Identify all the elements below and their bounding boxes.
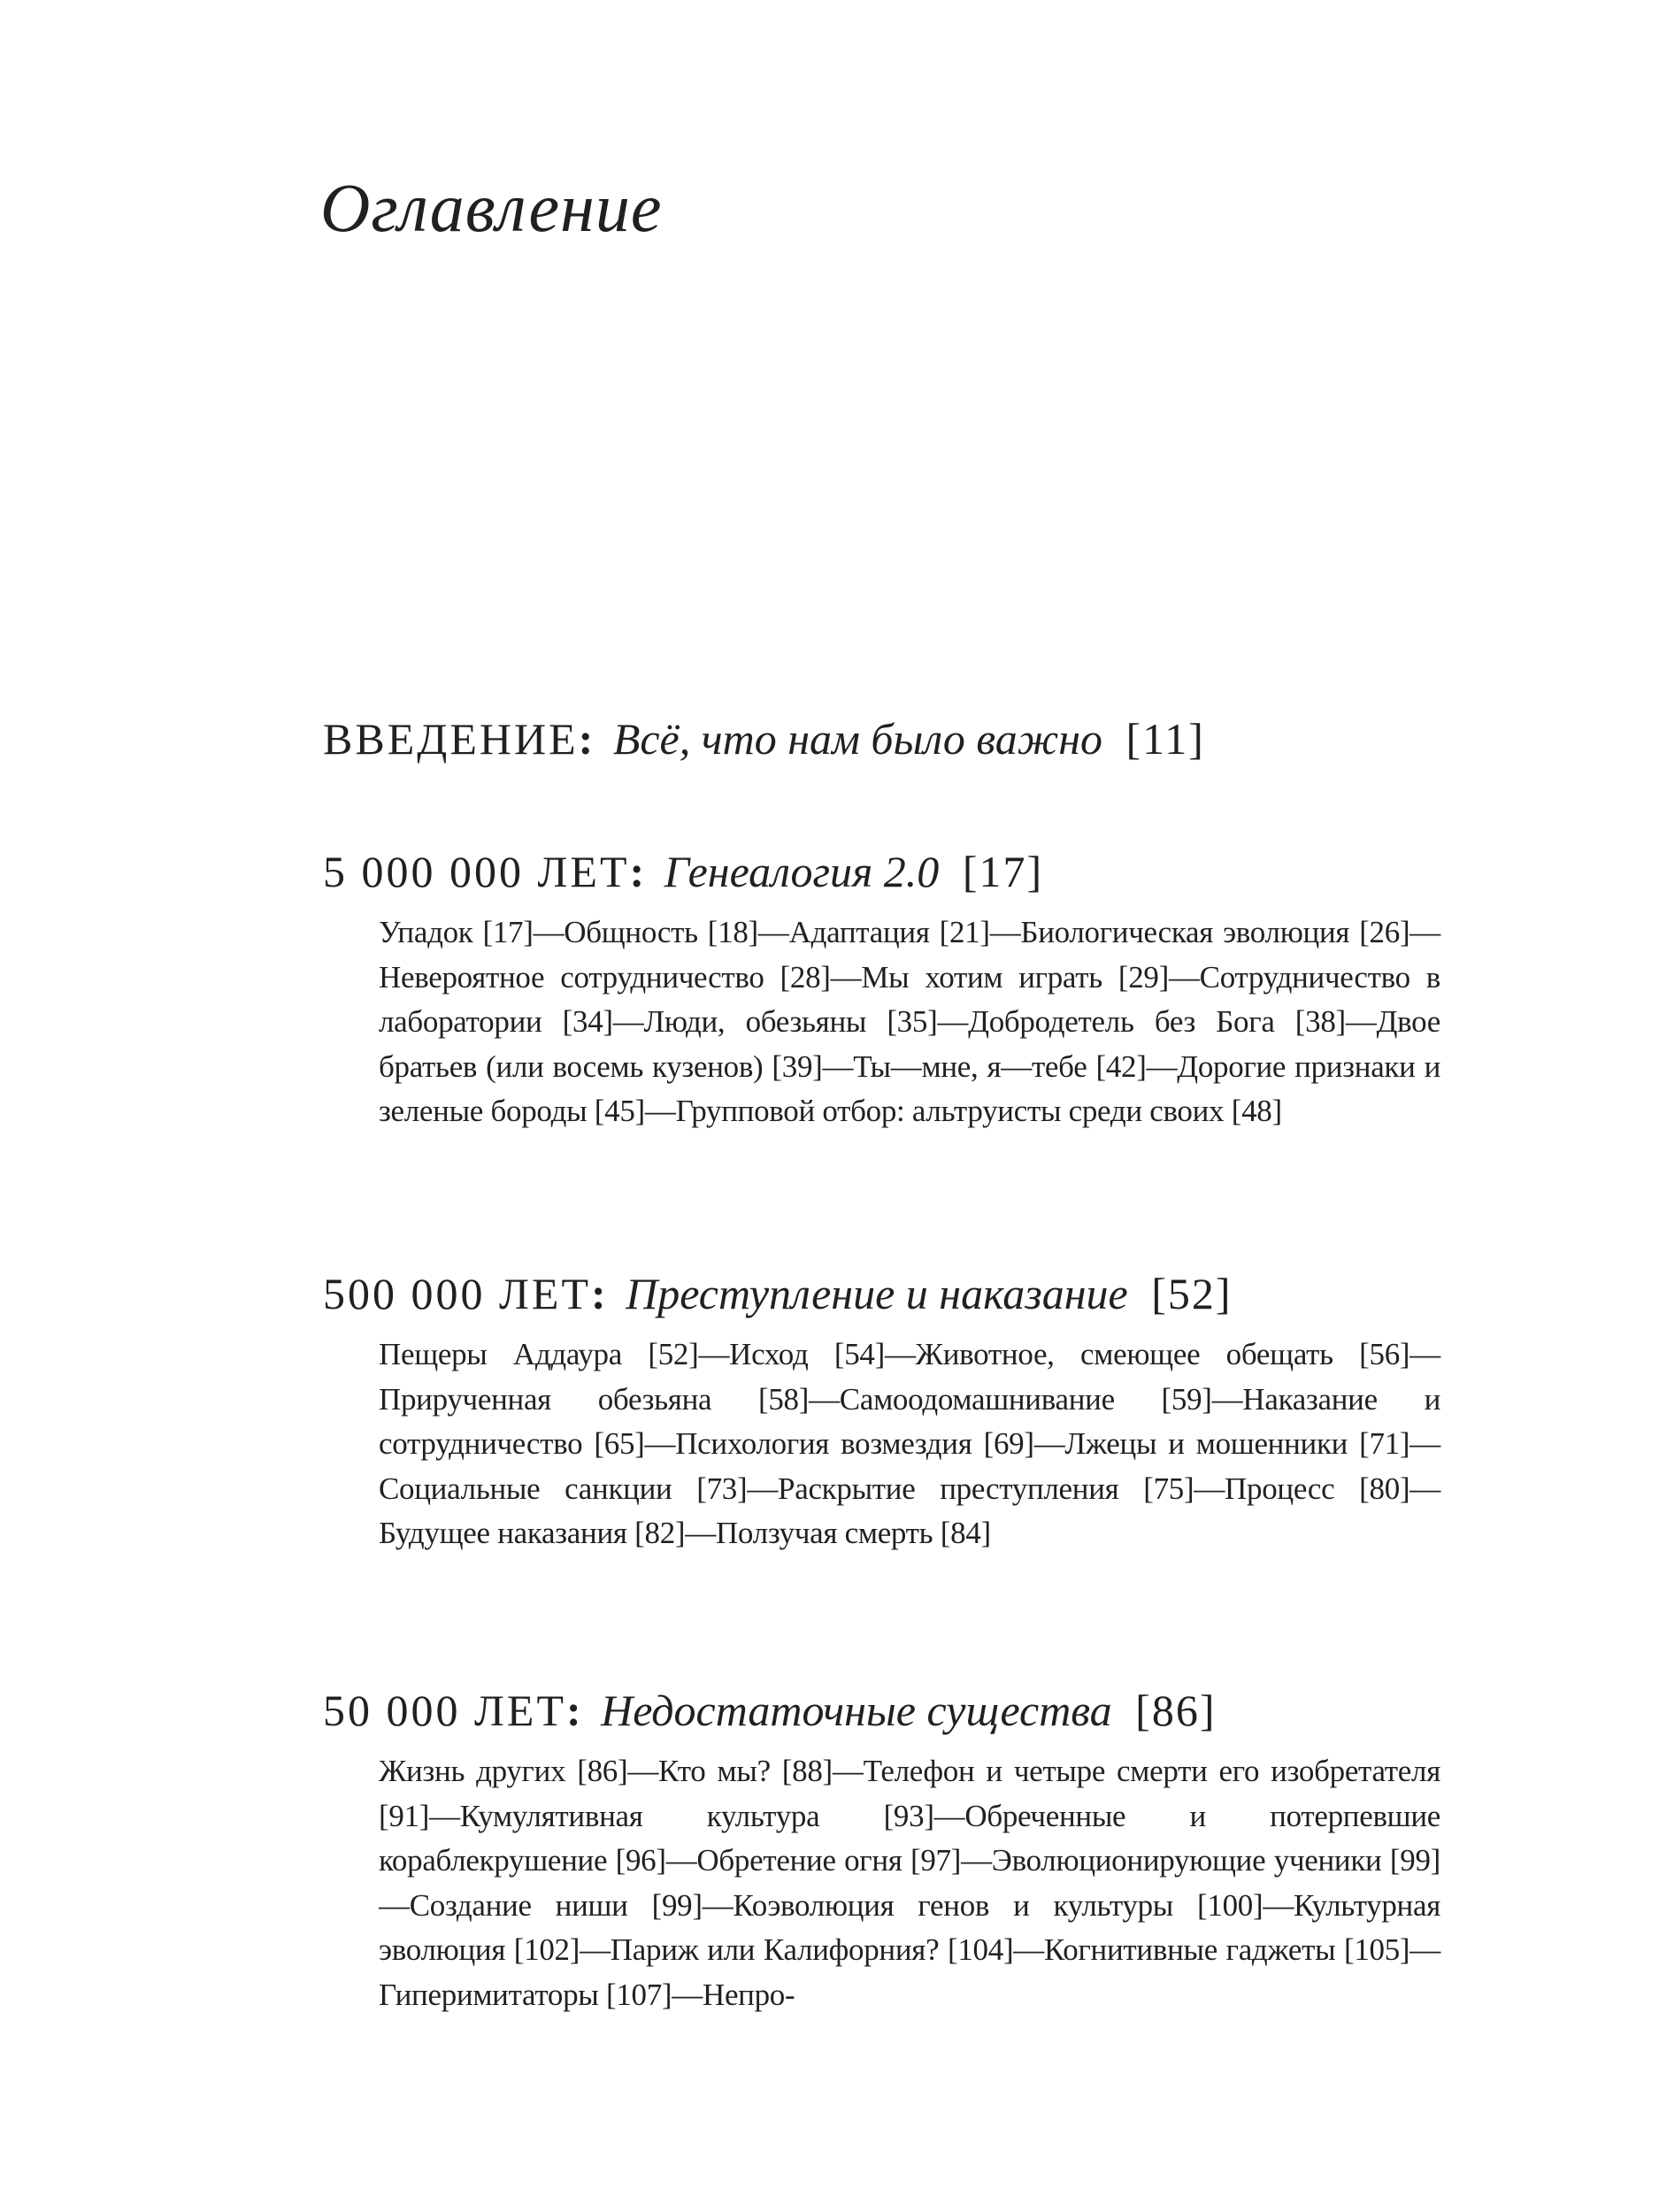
section-name: Всё, что нам было важно — [612, 714, 1103, 764]
section-name: Преступление и наказание — [626, 1269, 1128, 1318]
toc-section-introduction — [323, 712, 1442, 765]
section-subentries: Жизнь других [86]—Кто мы? [88]—Телефон и четыре смерти его изобретателя [91]—Кумулятивная культура [93]—Обреченные и потерпевшие кораблекрушение [96]—Обретение огня [97]—Эволюционирующие ученики [99]—Создание ниши [99]—Коэволюция генов и культуры [100]—Культурная эволюция [102]—Париж или Калифорния? [104]—Когнитивные гаджеты [105]—Гиперимитаторы [107]—Непро- — [379, 1754, 1440, 2012]
section-subentries: Упадок [17]—Общность [18]—Адаптация [21]—Биологическая эволюция [26]—Невероятное сотрудничество [28]—Мы хотим играть [29]—Сотрудничество в лаборатории [34]—Люди, обезьяны [35]—Добродетель без Бога [38]—Двое братьев (или восемь кузенов) [39]—Ты—мне, я—тебе [42]—Дорогие признаки и зеленые бороды [45]—Групповой отбор: альтруисты среди своих [48] — [379, 915, 1440, 1128]
section-page-number: [17] — [962, 847, 1044, 896]
section-page-number: [11] — [1125, 714, 1205, 764]
toc-section-5000000-years — [323, 845, 1442, 1134]
section-heading[interactable] — [323, 1684, 1442, 1737]
toc-section-500000-years — [323, 1267, 1442, 1556]
section-subentries: Пещеры Аддаура [52]—Исход [54]—Животное, смеющее обещать [56]—Прирученная обезьяна [58]—Самоодомашнивание [59]—Наказание и сотрудничество [65]—Психология возмездия [69]—Лжецы и мошенники [71]—Социальные санкции [73]—Раскрытие преступления [75]—Процесс [80]—Будущее наказания [82]—Ползучая смерть [84] — [379, 1337, 1440, 1550]
section-label: ВВЕДЕНИЕ — [323, 714, 579, 764]
toc-section-50000-years — [323, 1684, 1442, 2017]
section-colon: : — [566, 1686, 581, 1735]
section-colon: : — [629, 847, 645, 896]
section-label: 5 000 000 ЛЕТ — [323, 847, 630, 896]
page-title: Оглавление — [320, 169, 663, 246]
section-heading[interactable] — [323, 845, 1442, 898]
section-label: 500 000 ЛЕТ — [323, 1269, 591, 1318]
section-heading[interactable] — [323, 1267, 1442, 1320]
section-page-number: [52] — [1151, 1269, 1233, 1318]
section-name: Генеалогия 2.0 — [664, 847, 940, 896]
section-heading[interactable] — [323, 712, 1442, 765]
section-label: 50 000 ЛЕТ — [323, 1686, 566, 1735]
section-colon: : — [591, 1269, 606, 1318]
section-colon: : — [578, 714, 594, 764]
section-name: Недостаточные существа — [601, 1686, 1112, 1735]
section-page-number: [86] — [1135, 1686, 1217, 1735]
